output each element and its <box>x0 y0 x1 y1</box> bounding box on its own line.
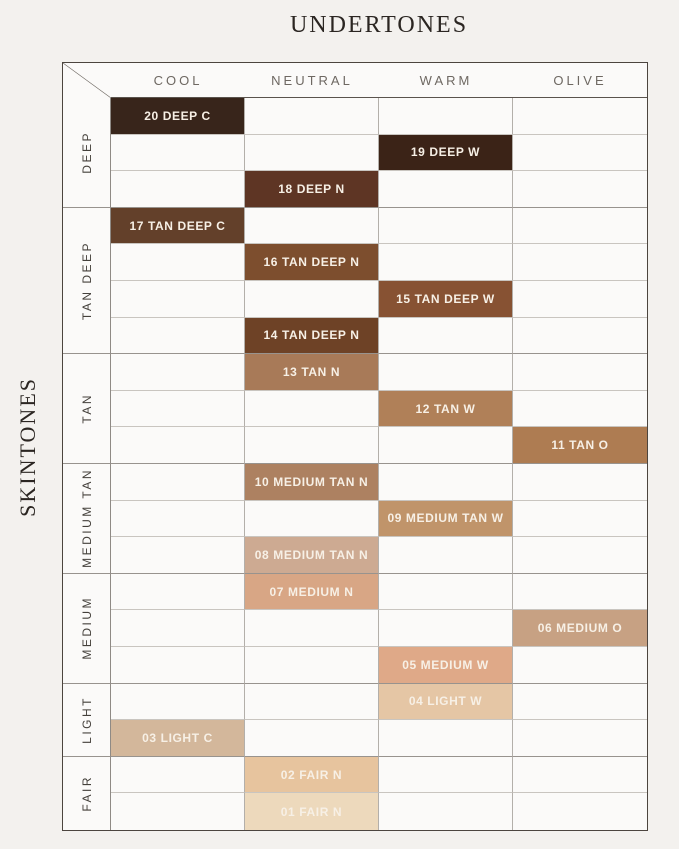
row-group-text: DEEP <box>79 131 94 174</box>
shade-label: 05 MEDIUM W <box>402 657 489 672</box>
empty-cell <box>513 98 647 135</box>
empty-cell <box>513 501 647 538</box>
empty-cell <box>513 684 647 721</box>
empty-cell <box>245 135 379 172</box>
empty-cell <box>513 354 647 391</box>
column-header-neutral: NEUTRAL <box>245 63 379 98</box>
column-header-olive: OLIVE <box>513 63 647 98</box>
empty-cell <box>379 757 513 794</box>
row-group-text: MEDIUM <box>79 596 94 661</box>
empty-cell <box>111 244 245 281</box>
empty-cell <box>513 757 647 794</box>
empty-cell <box>111 281 245 318</box>
empty-cell <box>245 98 379 135</box>
shade-swatch-14-tan-deep-n <box>245 318 379 355</box>
shade-swatch-12-tan-w <box>379 391 513 428</box>
empty-cell <box>245 720 379 757</box>
empty-cell <box>379 244 513 281</box>
empty-cell <box>513 318 647 355</box>
row-group-label-medium-tan <box>63 464 111 574</box>
undertones-title: UNDERTONES <box>289 12 469 38</box>
column-header-cool: COOL <box>111 63 245 98</box>
empty-cell <box>111 354 245 391</box>
shade-label: 01 FAIR N <box>280 804 343 819</box>
shade-swatch-07-medium-n <box>245 574 379 611</box>
empty-cell <box>379 318 513 355</box>
shade-swatch-06-medium-o <box>513 610 647 647</box>
shade-label: 19 DEEP W <box>410 145 481 160</box>
empty-cell <box>111 171 245 208</box>
column-header-warm: WARM <box>379 63 513 98</box>
empty-cell <box>513 574 647 611</box>
empty-cell <box>245 391 379 428</box>
shade-swatch-09-medium-tan-w <box>379 501 513 538</box>
empty-cell <box>379 793 513 830</box>
empty-cell <box>111 574 245 611</box>
shade-swatch-13-tan-n <box>245 354 379 391</box>
empty-cell <box>513 171 647 208</box>
empty-cell <box>111 610 245 647</box>
shade-swatch-17-tan-deep-c <box>111 208 245 245</box>
shade-label: 18 DEEP N <box>278 181 345 196</box>
row-group-text: MEDIUM TAN <box>79 468 94 569</box>
shade-label: 02 FAIR N <box>280 767 343 782</box>
empty-cell <box>379 574 513 611</box>
empty-cell <box>111 647 245 684</box>
shade-swatch-15-tan-deep-w <box>379 281 513 318</box>
shade-swatch-19-deep-w <box>379 135 513 172</box>
empty-cell <box>245 281 379 318</box>
empty-cell <box>111 135 245 172</box>
empty-cell <box>379 354 513 391</box>
shade-swatch-03-light-c <box>111 720 245 757</box>
shade-swatch-08-medium-tan-n <box>245 537 379 574</box>
empty-cell <box>245 208 379 245</box>
shade-label: 10 MEDIUM TAN N <box>254 474 369 489</box>
row-group-label-deep <box>63 98 111 208</box>
empty-cell <box>245 647 379 684</box>
empty-cell <box>111 501 245 538</box>
shade-grid <box>62 62 648 831</box>
skintones-axis-label: SKINTONES <box>15 376 40 517</box>
shade-label: 17 TAN DEEP C <box>129 218 226 233</box>
empty-cell <box>513 135 647 172</box>
empty-cell <box>111 427 245 464</box>
empty-cell <box>513 244 647 281</box>
row-group-text: TAN DEEP <box>79 240 94 321</box>
empty-cell <box>379 171 513 208</box>
row-group-label-medium <box>63 574 111 684</box>
row-group-text: LIGHT <box>79 695 94 744</box>
empty-cell <box>513 391 647 428</box>
shade-swatch-02-fair-n <box>245 757 379 794</box>
shade-swatch-18-deep-n <box>245 171 379 208</box>
shade-swatch-04-light-w <box>379 684 513 721</box>
empty-cell <box>513 537 647 574</box>
shade-label: 11 TAN O <box>551 438 609 453</box>
shade-label: 07 MEDIUM N <box>269 584 354 599</box>
empty-cell <box>379 427 513 464</box>
shade-label: 09 MEDIUM TAN W <box>387 511 504 526</box>
shade-label: 06 MEDIUM O <box>537 621 623 636</box>
empty-cell <box>513 208 647 245</box>
corner-cell <box>63 63 111 98</box>
shade-label: 14 TAN DEEP N <box>263 328 360 343</box>
empty-cell <box>245 501 379 538</box>
shade-label: 08 MEDIUM TAN N <box>254 547 369 562</box>
shade-swatch-01-fair-n <box>245 793 379 830</box>
row-group-text: FAIR <box>79 775 94 812</box>
empty-cell <box>513 793 647 830</box>
corner-diagonal-line <box>63 63 111 98</box>
shade-label: 04 LIGHT W <box>408 694 483 709</box>
shade-swatch-16-tan-deep-n <box>245 244 379 281</box>
empty-cell <box>379 610 513 647</box>
skintones-axis <box>6 62 50 831</box>
shade-label: 15 TAN DEEP W <box>396 291 495 306</box>
empty-cell <box>111 793 245 830</box>
row-group-text: TAN <box>79 393 94 424</box>
shade-swatch-10-medium-tan-n <box>245 464 379 501</box>
empty-cell <box>111 757 245 794</box>
empty-cell <box>245 684 379 721</box>
empty-cell <box>513 464 647 501</box>
row-group-label-light <box>63 684 111 757</box>
empty-cell <box>111 391 245 428</box>
empty-cell <box>111 684 245 721</box>
empty-cell <box>379 464 513 501</box>
empty-cell <box>379 98 513 135</box>
empty-cell <box>379 720 513 757</box>
row-group-label-fair <box>63 757 111 830</box>
shade-label: 16 TAN DEEP N <box>263 255 360 270</box>
shade-swatch-05-medium-w <box>379 647 513 684</box>
empty-cell <box>513 647 647 684</box>
empty-cell <box>379 537 513 574</box>
empty-cell <box>379 208 513 245</box>
row-group-label-tan-deep <box>63 208 111 354</box>
empty-cell <box>513 720 647 757</box>
shade-swatch-20-deep-c <box>111 98 245 135</box>
shade-label: 20 DEEP C <box>144 108 211 123</box>
empty-cell <box>245 427 379 464</box>
empty-cell <box>245 610 379 647</box>
empty-cell <box>513 281 647 318</box>
shade-swatch-11-tan-o <box>513 427 647 464</box>
shade-label: 12 TAN W <box>415 401 476 416</box>
empty-cell <box>111 464 245 501</box>
row-group-label-tan <box>63 354 111 464</box>
shade-label: 13 TAN N <box>282 364 341 379</box>
empty-cell <box>111 537 245 574</box>
shade-label: 03 LIGHT C <box>142 730 213 745</box>
empty-cell <box>111 318 245 355</box>
